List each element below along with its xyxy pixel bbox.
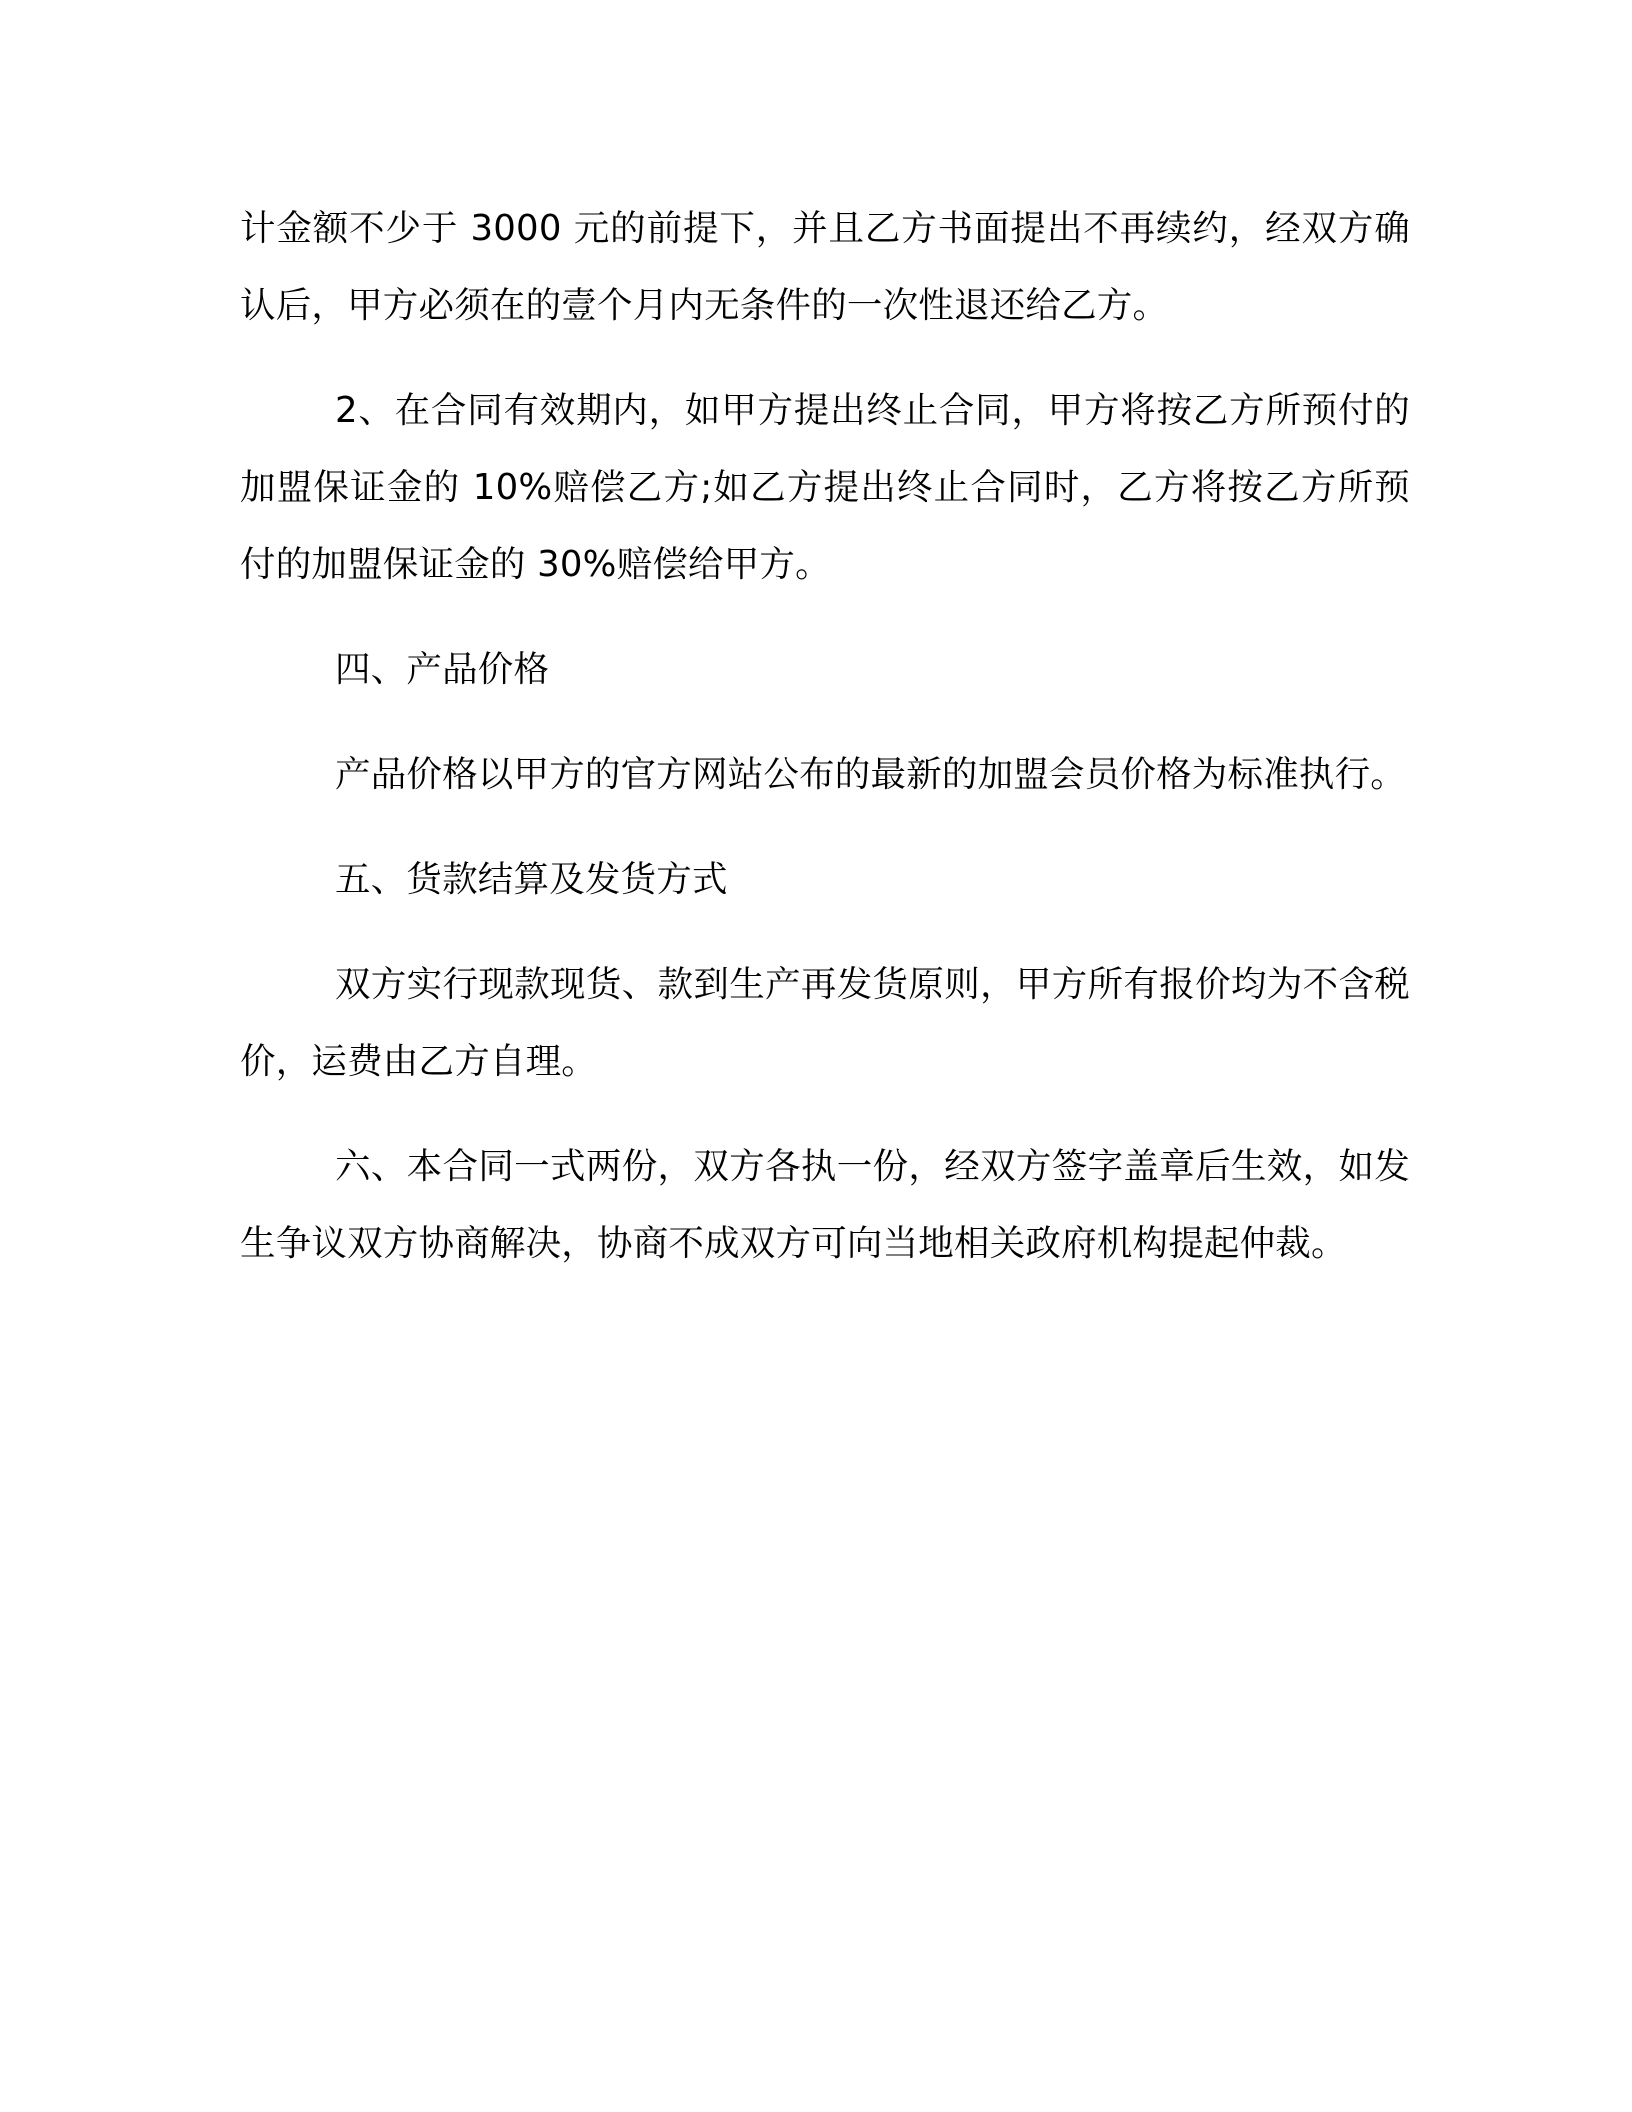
paragraph-section-6: 六、本合同一式两份，双方各执一份，经双方签字盖章后生效，如发生争议双方协商解决，协商不成双方可向当地相关政府机构提起仲裁。: [240, 1146, 1410, 1264]
paragraph-clause-2: 2、在合同有效期内，如甲方提出终止合同，甲方将按乙方所预付的加盟保证金的 10%赔偿乙方;如乙方提出终止合同时，乙方将按乙方所预付的加盟保证金的 30%赔偿给甲方。: [240, 390, 1410, 585]
section-5-heading: 五、货款结算及发货方式: [335, 859, 728, 900]
paragraph-section-4-body: 产品价格以甲方的官方网站公布的最新的加盟会员价格为标准执行。: [335, 754, 1407, 795]
paragraph-section-5-body: 双方实行现款现货、款到生产再发货原则，甲方所有报价均为不含税价，运费由乙方自理。: [240, 964, 1410, 1082]
document-body: [240, 190, 1410, 1310]
paragraph-continuation: 计金额不少于 3000 元的前提下，并且乙方书面提出不再续约，经双方确认后，甲方必须在的壹个月内无条件的一次性退还给乙方。: [240, 208, 1410, 326]
section-4-heading: 四、产品价格: [335, 649, 550, 690]
